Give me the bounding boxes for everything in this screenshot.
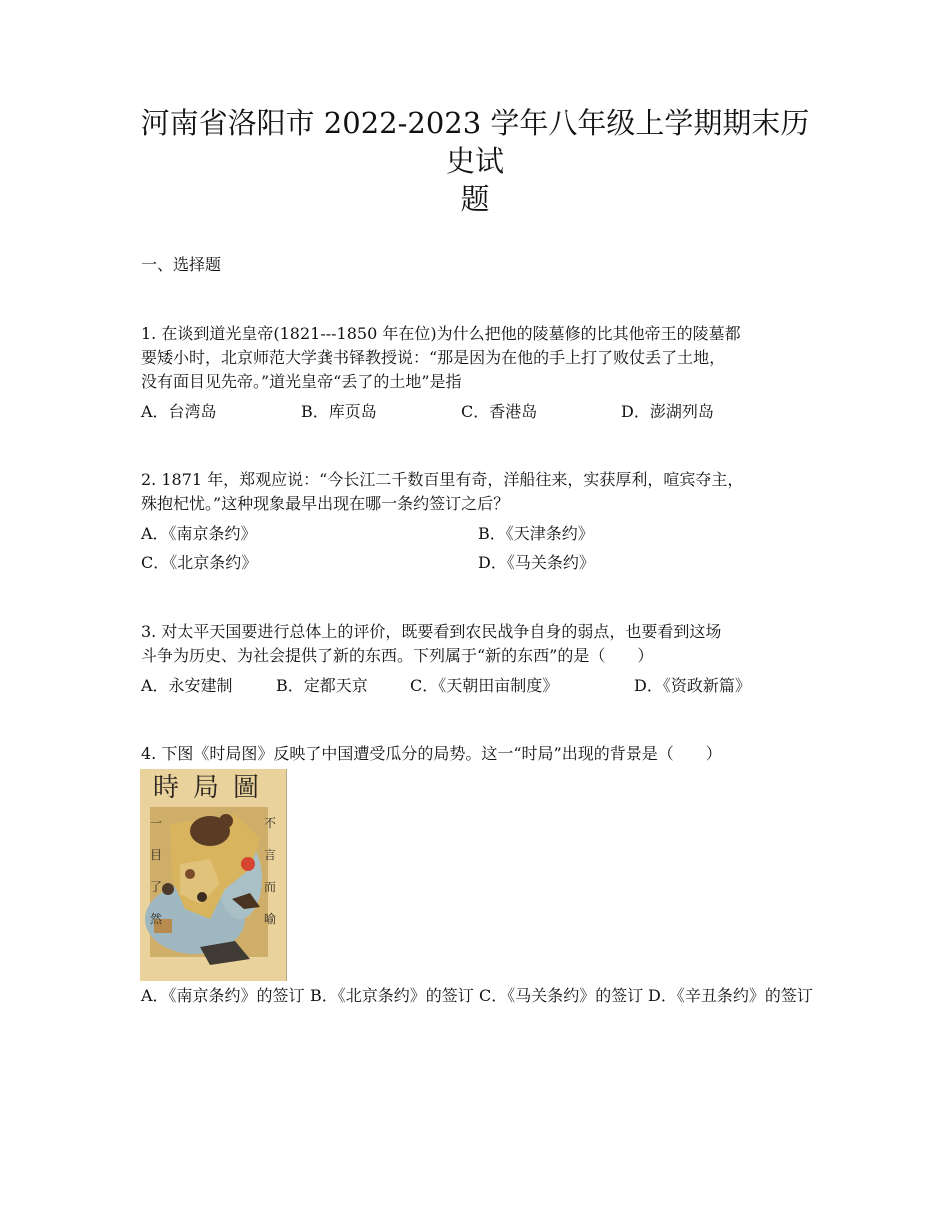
question-line: 3. 对太平天国要进行总体上的评价，既要看到农民战争自身的弱点，也要看到这场 (141, 622, 722, 641)
svg-text:了: 了 (150, 880, 163, 894)
question-3 (141, 620, 831, 668)
question-line: 殊抱杞忧。”这种现象最早出现在哪一条约签订之后？ (141, 494, 510, 513)
svg-text:然: 然 (150, 912, 163, 926)
q3-option-d: D．《资政新篇》 (634, 676, 751, 695)
q4-option-a: A．《南京条约》的签订 (141, 986, 305, 1005)
q3-option-b: B．定都天京 (276, 676, 368, 695)
q2-option-b: B．《天津条约》 (478, 524, 594, 543)
q4-option-c: C．《马关条约》的签订 (479, 986, 644, 1005)
svg-text:不: 不 (264, 816, 277, 830)
title-line-2: 题 (460, 182, 490, 216)
svg-text:喻: 喻 (264, 912, 277, 926)
q1-option-b: B．库页岛 (301, 402, 377, 421)
question-4 (141, 742, 831, 766)
svg-text:言: 言 (264, 848, 277, 862)
q2-option-a: A．《南京条约》 (141, 524, 257, 543)
question-line: 斗争为历史、为社会提供了新的东西。下列属于“新的东西”的是（ ） (141, 646, 654, 665)
q3-option-a: A．永安建制 (141, 676, 233, 695)
question-line: 4. 下图《时局图》反映了中国遭受瓜分的局势。这一“时局”出现的背景是（ ） (141, 744, 722, 763)
q4-option-d: D．《辛丑条约》的签订 (648, 986, 813, 1005)
q2-option-d: D．《马关条约》 (478, 553, 595, 572)
section-heading: 一、选择题 (141, 255, 222, 274)
question-line: 没有面目见先帝。”道光皇帝“丢了的土地”是指 (141, 372, 462, 391)
question-line: 要矮小时，北京师范大学龚书铎教授说：“那是因为在他的手上打了败仗丢了土地， (141, 348, 726, 367)
svg-text:一: 一 (150, 816, 163, 830)
q1-option-a: A．台湾岛 (141, 402, 217, 421)
q4-option-b: B．《北京条约》的签订 (310, 986, 474, 1005)
question-1 (141, 322, 831, 394)
q2-option-c: C．《北京条约》 (141, 553, 258, 572)
svg-text:而: 而 (264, 880, 277, 894)
question-line: 1. 在谈到道光皇帝(1821---1850 年在位)为什么把他的陵墓修的比其他帝王的陵墓都 (141, 324, 741, 343)
q1-option-d: D．澎湖列岛 (621, 402, 714, 421)
question-2 (141, 468, 831, 516)
svg-text:時局圖: 時局圖 (152, 773, 274, 803)
title-line-1: 河南省洛阳市 2022-2023 学年八年级上学期期末历史试 (140, 106, 810, 178)
document-title (130, 104, 820, 218)
q1-option-c: C．香港岛 (461, 402, 538, 421)
svg-text:目: 目 (150, 848, 163, 862)
shiju-tu-map-image (140, 769, 287, 981)
question-line: 2. 1871 年，郑观应说：“今长江二千数百里有奇，洋船往来，实获厚利，喧宾夺主， (141, 470, 744, 489)
q3-option-c: C．《天朝田亩制度》 (410, 676, 559, 695)
